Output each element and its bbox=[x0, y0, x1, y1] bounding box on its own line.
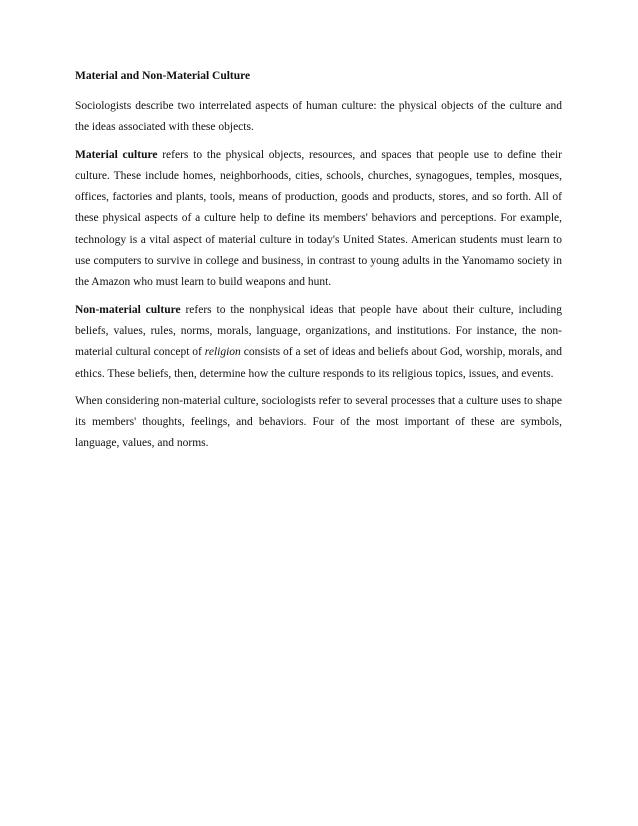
non-material-culture-paragraph bbox=[75, 300, 562, 385]
material-culture-paragraph bbox=[75, 145, 562, 294]
material-culture-term: Material culture bbox=[75, 148, 158, 161]
non-material-culture-term: Non-material culture bbox=[75, 303, 181, 316]
document-page bbox=[75, 68, 562, 461]
document-title: Material and Non-Material Culture bbox=[75, 70, 251, 82]
material-culture-text: refers to the physical objects, resources, and spaces that people use to define their culture. These include homes, neighborhoods, cities, schools, churches, synagogues, temples, mosques, offices, factories and plants, tools, means of production, goods and products, stores, and so forth. All of these physical aspects of a culture help to define its members' behaviors and perceptions. For example, technology is a vital aspect of material culture in today's United States. American students must learn to use computers to survive in college and business, in contrast to young adults in the Yanomamo society in the Amazon who must learn to build weapons and hunt. bbox=[75, 148, 562, 289]
processes-paragraph: When considering non-material culture, sociologists refer to several processes that a culture uses to shape its members' thoughts, feelings, and behaviors. Four of the most important of these are symbols, language, values, and norms. bbox=[75, 394, 562, 450]
religion-emphasis: religion bbox=[204, 346, 241, 359]
non-material-culture-text-before: refers to the nonphysical ideas that people have about their culture, including beliefs, values, rules, norms, morals, language, organizations, and institutions. For instance, the non-material cultural concept of bbox=[75, 303, 562, 359]
non-material-culture-text-after: consists of a set of ideas and beliefs about God, worship, morals, and ethics. These beliefs, then, determine how the culture responds to its religious topics, issues, and events. bbox=[75, 346, 562, 380]
intro-paragraph: Sociologists describe two interrelated aspects of human culture: the physical objects of the culture and the ideas associated with these objects. bbox=[75, 100, 562, 134]
